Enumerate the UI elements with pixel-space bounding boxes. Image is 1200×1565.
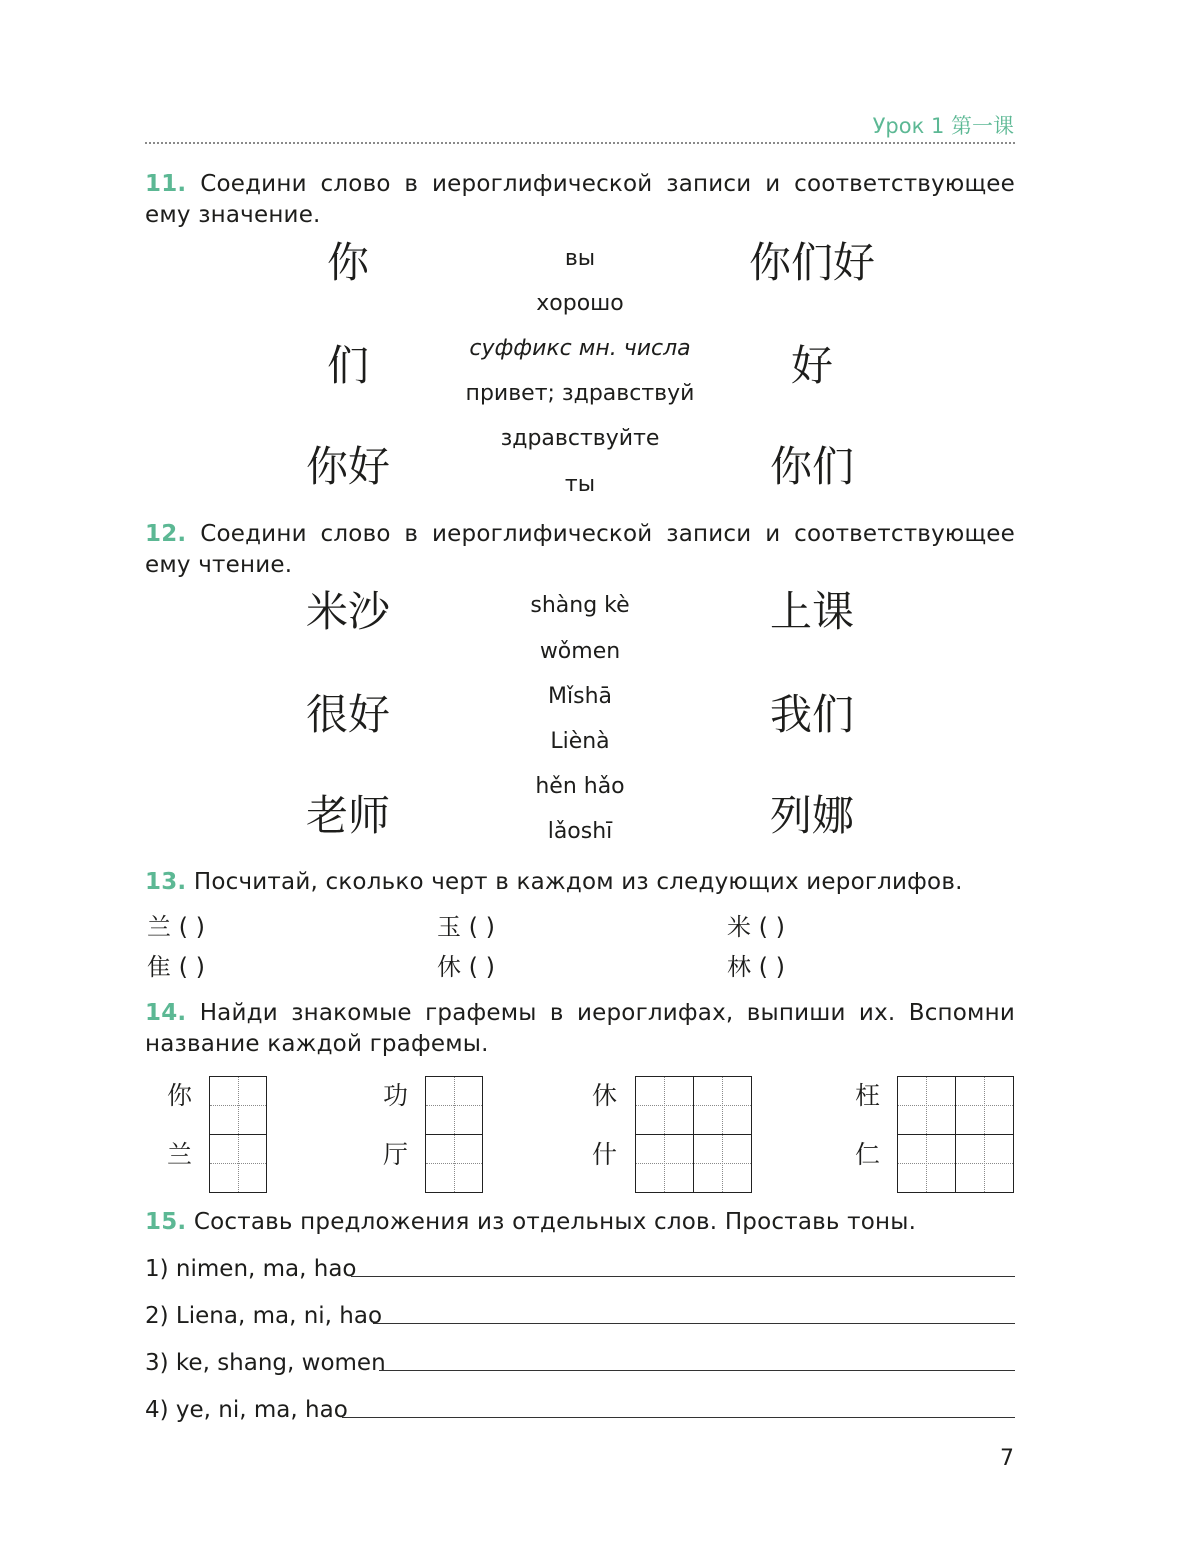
answer-line-4[interactable]: [342, 1417, 1015, 1418]
task-14-text: Найди знакомые графемы в иероглифах, выпиши их. Вспомни название каждой графемы.: [145, 1000, 1015, 1057]
sentence-number: 4): [145, 1397, 169, 1423]
writing-grid[interactable]: [209, 1076, 267, 1193]
task-12-instruction: [145, 519, 1015, 581]
grapheme-char: 功: [383, 1081, 409, 1110]
sentence-words: ke, shang, women: [175, 1350, 386, 1376]
stroke-count-char: 休: [437, 953, 461, 981]
task-11-right-3: 你们: [769, 442, 855, 491]
grapheme-char: 仁: [855, 1140, 881, 1169]
stroke-count-char: 玉: [437, 913, 461, 941]
task-11-number: 11.: [145, 171, 187, 197]
task-14-number: 14.: [145, 1000, 187, 1026]
task-12-right-2: 我们: [769, 690, 855, 739]
task-11-meaning-2: хорошо: [536, 291, 624, 316]
task-11-meaning-4: привет; здравствуй: [465, 381, 695, 406]
task-12-number: 12.: [145, 521, 187, 547]
task-12-reading-5: hěn hǎo: [535, 774, 625, 799]
stroke-count-item: [437, 912, 495, 942]
stroke-count-blank[interactable]: ( ): [758, 913, 785, 941]
grapheme-char: 休: [592, 1081, 618, 1110]
task-12-text: Соедини слово в иероглифической записи и соответствующее ему чтение.: [145, 521, 1016, 578]
writing-grid[interactable]: [635, 1076, 752, 1193]
sentence-words: nimen, ma, hao: [175, 1256, 357, 1282]
task-11-left-3: 你好: [305, 442, 391, 491]
stroke-count-blank[interactable]: ( ): [758, 953, 785, 981]
sentence-item-3: [145, 1348, 386, 1378]
sentence-number: 1): [145, 1256, 169, 1282]
task-11-left-1: 你: [326, 238, 370, 287]
sentence-words: Liena, ma, ni, hao: [175, 1303, 383, 1329]
task-12-right-3: 列娜: [769, 791, 855, 840]
stroke-count-blank[interactable]: ( ): [178, 953, 205, 981]
stroke-count-blank[interactable]: ( ): [178, 913, 205, 941]
answer-line-2[interactable]: [373, 1323, 1015, 1324]
task-12-left-2: 很好: [305, 690, 391, 739]
task-12-reading-3: Mǐshā: [548, 684, 612, 709]
task-12-left-1: 米沙: [305, 587, 391, 636]
stroke-count-blank[interactable]: ( ): [468, 953, 495, 981]
task-15-number: 15.: [145, 1209, 187, 1235]
writing-grid[interactable]: [897, 1076, 1014, 1193]
answer-line-3[interactable]: [379, 1370, 1015, 1371]
grapheme-char: 兰: [167, 1140, 193, 1169]
task-12-reading-2: wǒmen: [539, 639, 621, 664]
task-12-left-3: 老师: [305, 791, 391, 840]
stroke-count-char: 隹: [147, 953, 171, 981]
task-12-reading-1: shàng kè: [530, 593, 630, 618]
stroke-count-char: 米: [727, 913, 751, 941]
page-number: 7: [1000, 1446, 1014, 1471]
task-13-number: 13.: [145, 869, 187, 895]
grapheme-char: 枉: [855, 1081, 881, 1110]
stroke-count-item: [147, 912, 205, 942]
sentence-number: 3): [145, 1350, 169, 1376]
stroke-count-char: 兰: [147, 913, 171, 941]
task-12-reading-4: Liènà: [550, 729, 610, 754]
task-12-right-1: 上课: [769, 587, 855, 636]
task-11-text: Соедини слово в иероглифической записи и соответствующее ему значение.: [145, 171, 1016, 228]
sentence-words: ye, ni, ma, hao: [175, 1397, 348, 1423]
stroke-count-item: [437, 952, 495, 982]
task-14-instruction: [145, 998, 1015, 1060]
task-15-instruction: [145, 1207, 1015, 1238]
task-11-instruction: [145, 169, 1015, 231]
sentence-item-2: [145, 1301, 382, 1331]
task-13-text: Посчитай, сколько черт в каждом из следующих иероглифов.: [193, 869, 963, 895]
grapheme-char: 什: [592, 1140, 618, 1169]
task-11-meaning-1: вы: [564, 246, 596, 271]
answer-line-1[interactable]: [351, 1276, 1015, 1277]
grapheme-char: 厅: [383, 1140, 409, 1169]
task-11-meaning-6: ты: [564, 472, 596, 497]
grapheme-char: 你: [167, 1081, 193, 1110]
stroke-count-item: [727, 952, 785, 982]
stroke-count-item: [147, 952, 205, 982]
stroke-count-blank[interactable]: ( ): [468, 913, 495, 941]
stroke-count-char: 林: [727, 953, 751, 981]
sentence-item-4: [145, 1395, 348, 1425]
task-13-instruction: [145, 867, 1015, 898]
sentence-number: 2): [145, 1303, 169, 1329]
sentence-item-1: [145, 1254, 357, 1284]
task-15-text: Составь предложения из отдельных слов. Проставь тоны.: [193, 1209, 917, 1235]
lesson-header: Урок 1 第一课: [872, 114, 1014, 138]
task-12-reading-6: lǎoshī: [547, 819, 613, 844]
task-11-meaning-3: суффикс мн. числа: [469, 336, 691, 361]
task-11-right-1: 你们好: [748, 238, 876, 287]
writing-grid[interactable]: [425, 1076, 483, 1193]
task-11-meaning-5: здравствуйте: [500, 426, 660, 451]
task-11-left-2: 们: [326, 341, 370, 390]
stroke-count-item: [727, 912, 785, 942]
header-divider: [145, 142, 1015, 144]
task-11-right-2: 好: [790, 341, 834, 390]
